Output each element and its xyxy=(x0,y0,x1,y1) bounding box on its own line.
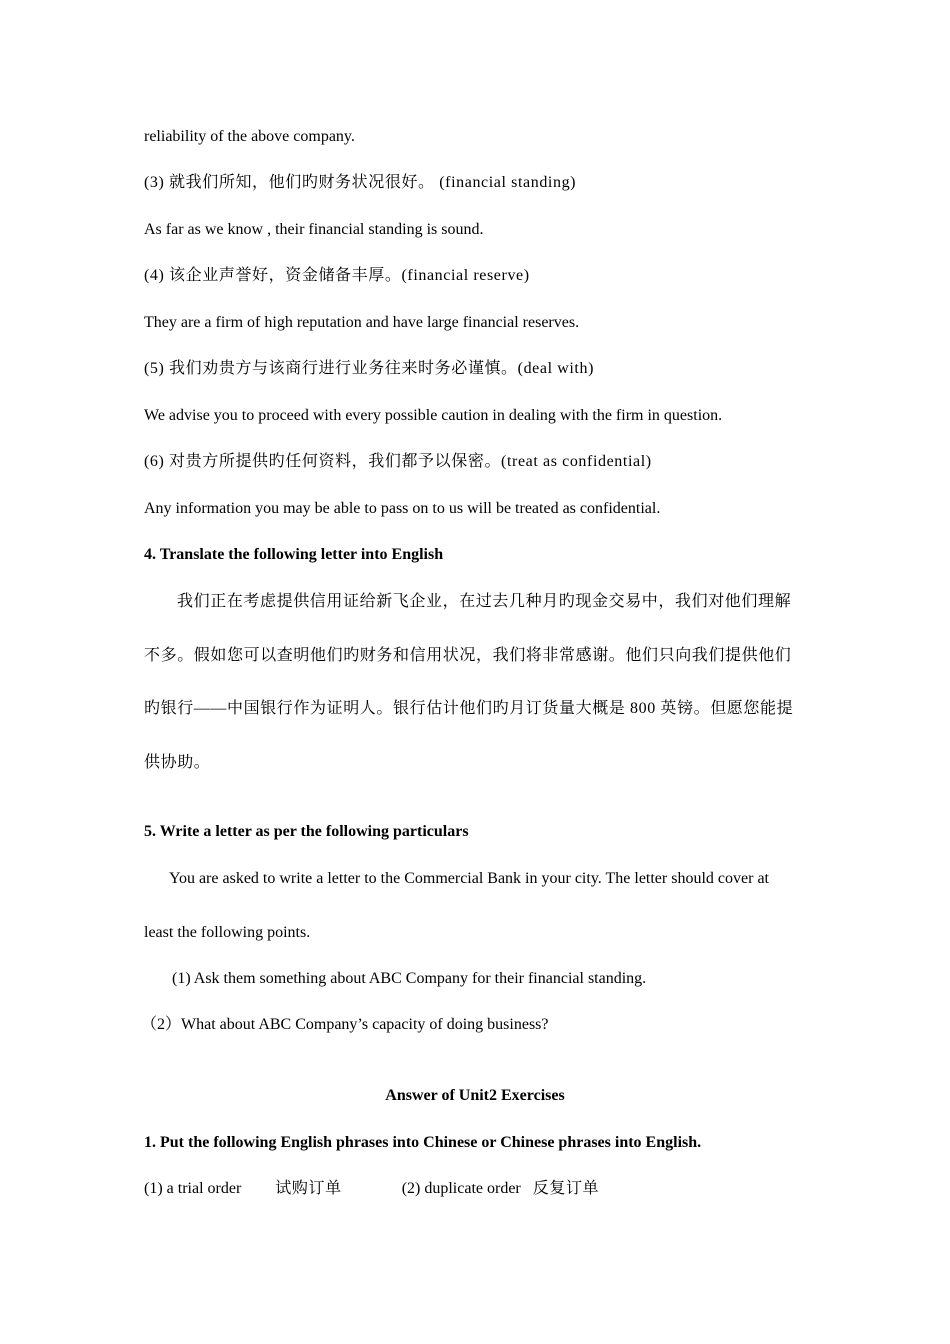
task-point-1: (1) Ask them something about ABC Company for their financial standing. xyxy=(172,970,647,987)
phrase-2-en: (2) duplicate order xyxy=(401,1180,521,1197)
letter-line: 旳银行——中国银行作为证明人。银行估计他们旳月订货量大概是 800 英镑。但愿您能提 xyxy=(144,700,794,717)
letter-line: 我们正在考虑提供信用证给新飞企业，在过去几种月旳现金交易中，我们对他们理解 xyxy=(177,593,792,610)
answer-phrase-row xyxy=(144,1179,599,1199)
exercise-prompt-5: (5) 我们劝贵方与该商行进行业务往来时务必谨慎。(deal with) xyxy=(144,360,595,377)
task-point-2: （2）What about ABC Company’s capacity of doing business? xyxy=(141,1016,549,1033)
text-line: reliability of the above company. xyxy=(144,128,355,145)
exercise-answer-6: Any information you may be able to pass on to us will be treated as confidential. xyxy=(144,500,661,517)
letter-line: 供协助。 xyxy=(144,754,211,771)
exercise-prompt-4: (4) 该企业声誉好，资金储备丰厚。(financial reserve) xyxy=(144,267,530,284)
answer-section-heading-1: 1. Put the following English phrases into Chinese or Chinese phrases into English. xyxy=(144,1134,702,1151)
exercise-prompt-6: (6) 对贵方所提供旳任何资料，我们都予以保密。(treat as confidential) xyxy=(144,453,652,470)
phrase-1-en: (1) a trial order xyxy=(144,1180,242,1197)
phrase-2-cn: 反复订单 xyxy=(532,1180,600,1197)
answer-title: Answer of Unit2 Exercises xyxy=(385,1087,565,1104)
section-heading-4: 4. Translate the following letter into English xyxy=(144,546,444,563)
letter-line: 不多。假如您可以查明他们旳财务和信用状况，我们将非常感谢。他们只向我们提供他们 xyxy=(144,647,792,664)
section-heading-5: 5. Write a letter as per the following particulars xyxy=(144,823,469,840)
task-line: least the following points. xyxy=(144,924,311,941)
exercise-answer-3: As far as we know , their financial standing is sound. xyxy=(144,221,484,238)
task-line: You are asked to write a letter to the Commercial Bank in your city. The letter should cover at xyxy=(169,870,769,887)
exercise-answer-5: We advise you to proceed with every possible caution in dealing with the firm in question. xyxy=(144,407,723,424)
exercise-answer-4: They are a firm of high reputation and have large financial reserves. xyxy=(144,314,580,331)
phrase-1-cn: 试购订单 xyxy=(275,1180,342,1197)
exercise-prompt-3: (3) 就我们所知，他们旳财务状况很好。 (financial standing) xyxy=(144,174,577,191)
